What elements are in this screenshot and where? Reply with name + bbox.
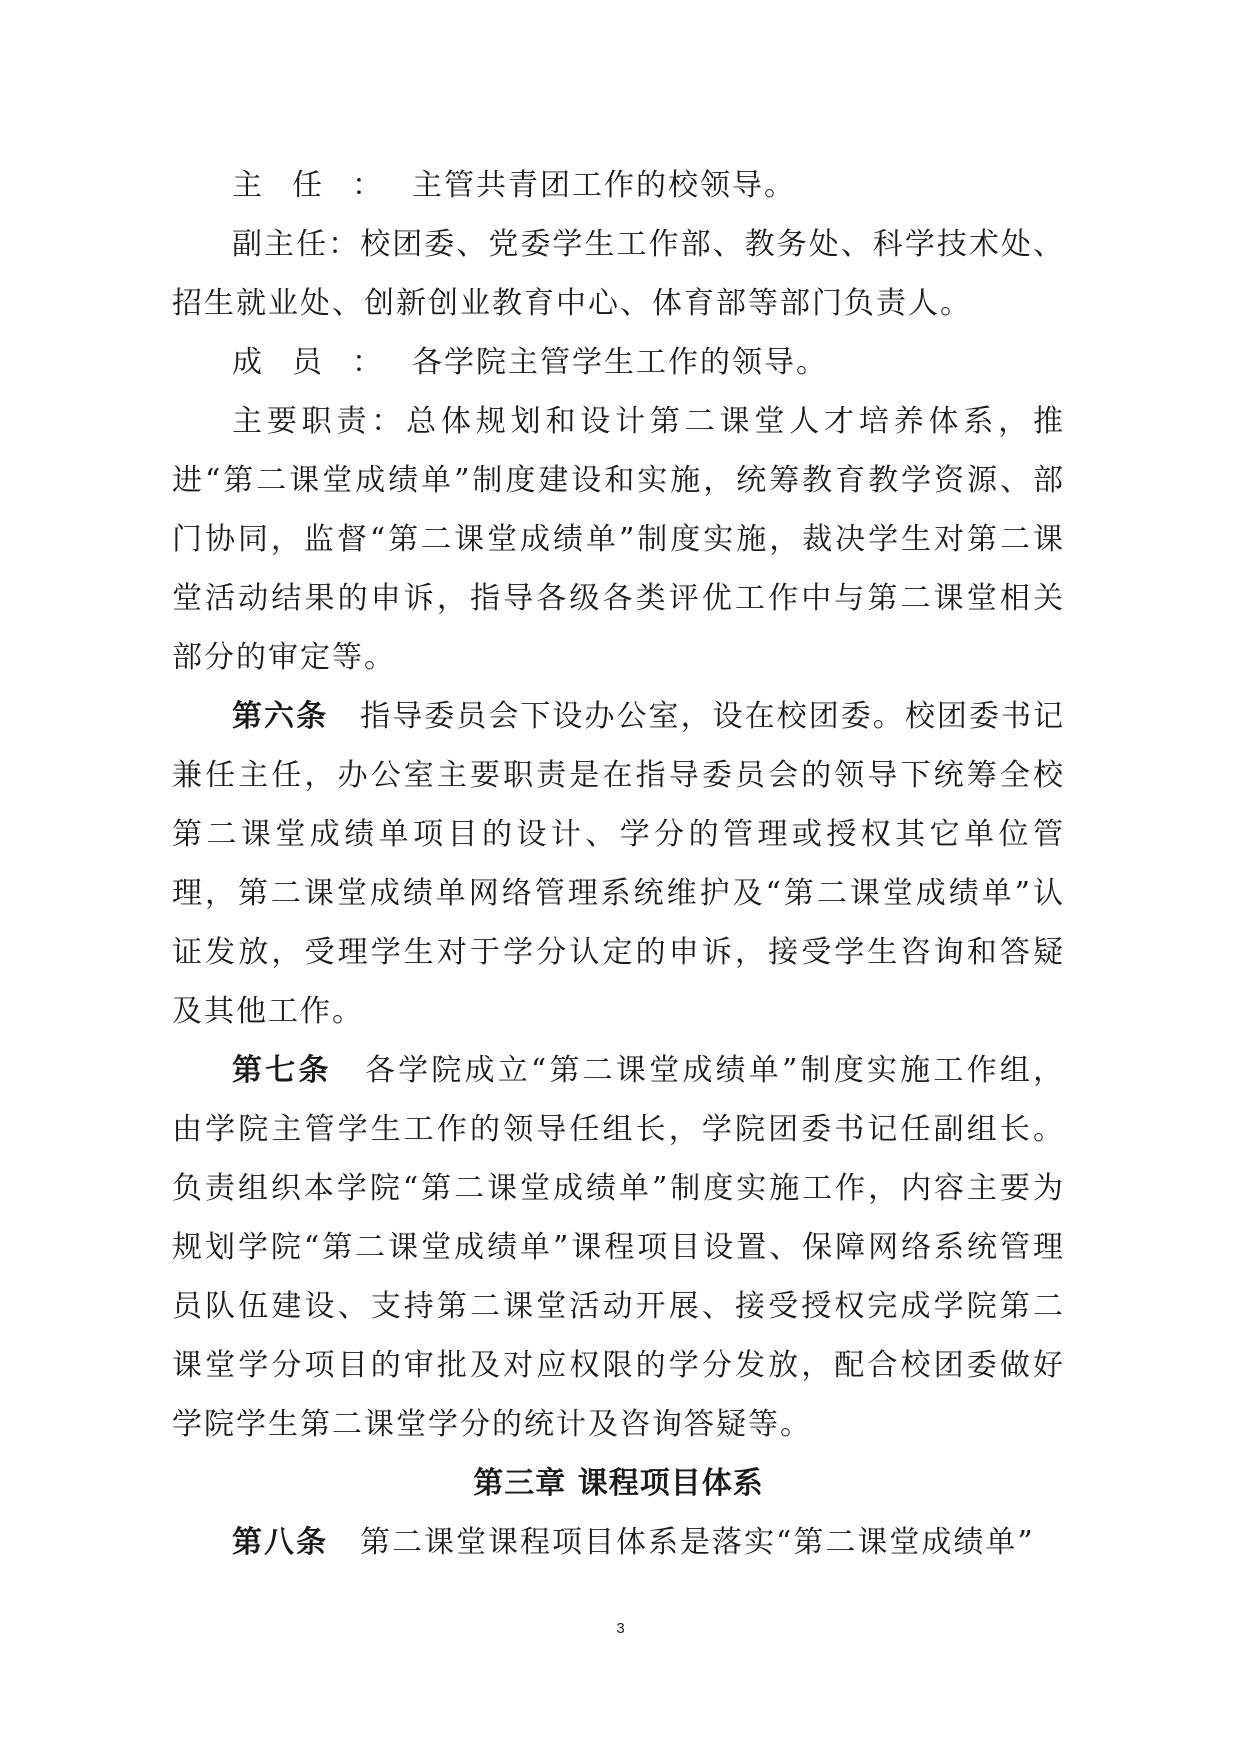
chapter-heading: 第三章 课程项目体系: [473, 1466, 764, 1501]
article-6-title: 第六条: [232, 699, 329, 734]
article-7-text: 各学院成立“第二课堂成绩单”制度实施工作组，由学院主管学生工作的领导任组长，学院团委书记任副组长。负责组织本学院“第二课堂成绩单”制度实施工作，内容主要为规划学院“第二课堂成绩单”课程项目设置、保障网络系统管理员队伍建设、支持第二课堂活动开展、接受授权完成学院第二课堂学分项目的审批及对应权限的学分发放，配合校团委做好学院学生第二课堂学分的统计及咨询答疑等。: [172, 1053, 1065, 1442]
page-body: [172, 156, 1065, 1572]
members-text: 各学院主管学生工作的领导。: [412, 345, 828, 380]
article-7-paragraph: [172, 1041, 1065, 1454]
duties-paragraph: [172, 392, 1065, 687]
page-number: 3: [616, 1620, 625, 1637]
director-text: 主管共青团工作的校领导。: [412, 168, 796, 203]
article-6-text: 指导委员会下设办公室，设在校团委。校团委书记兼任主任，办公室主要职责是在指导委员会的领导下统筹全校第二课堂成绩单项目的设计、学分的管理或授权其它单位管理，第二课堂成绩单网络管理系统维护及“第二课堂成绩单”认证发放，受理学生对于学分认定的申诉，接受学生咨询和答疑及其他工作。: [172, 699, 1066, 1029]
members-label: 成员：: [232, 345, 412, 380]
deputy-text: 校团委、党委学生工作部、教务处、科学技术处、招生就业处、创新创业教育中心、体育部等部门负责人。: [172, 227, 1066, 321]
article-8-text: 第二课堂课程项目体系是落实“第二课堂成绩单”: [360, 1525, 1035, 1560]
article-8-title: 第八条: [232, 1525, 328, 1560]
director-paragraph: [172, 156, 1065, 215]
article-6-paragraph: [172, 687, 1065, 1041]
director-label: 主任：: [232, 168, 412, 203]
article-7-title: 第七条: [232, 1053, 332, 1088]
article-8-paragraph: [172, 1513, 1065, 1572]
members-paragraph: [172, 333, 1065, 392]
duties-text: 总体规划和设计第二课堂人才培养体系，推进“第二课堂成绩单”制度建设和实施，统筹教育教学资源、部门协同，监督“第二课堂成绩单”制度实施，裁决学生对第二课堂活动结果的申诉，指导各级各类评优工作中与第二课堂相关部分的审定等。: [172, 404, 1066, 675]
deputy-paragraph: [172, 215, 1065, 333]
deputy-label: 副主任：: [232, 227, 361, 262]
duties-label: 主要职责：: [232, 404, 407, 439]
